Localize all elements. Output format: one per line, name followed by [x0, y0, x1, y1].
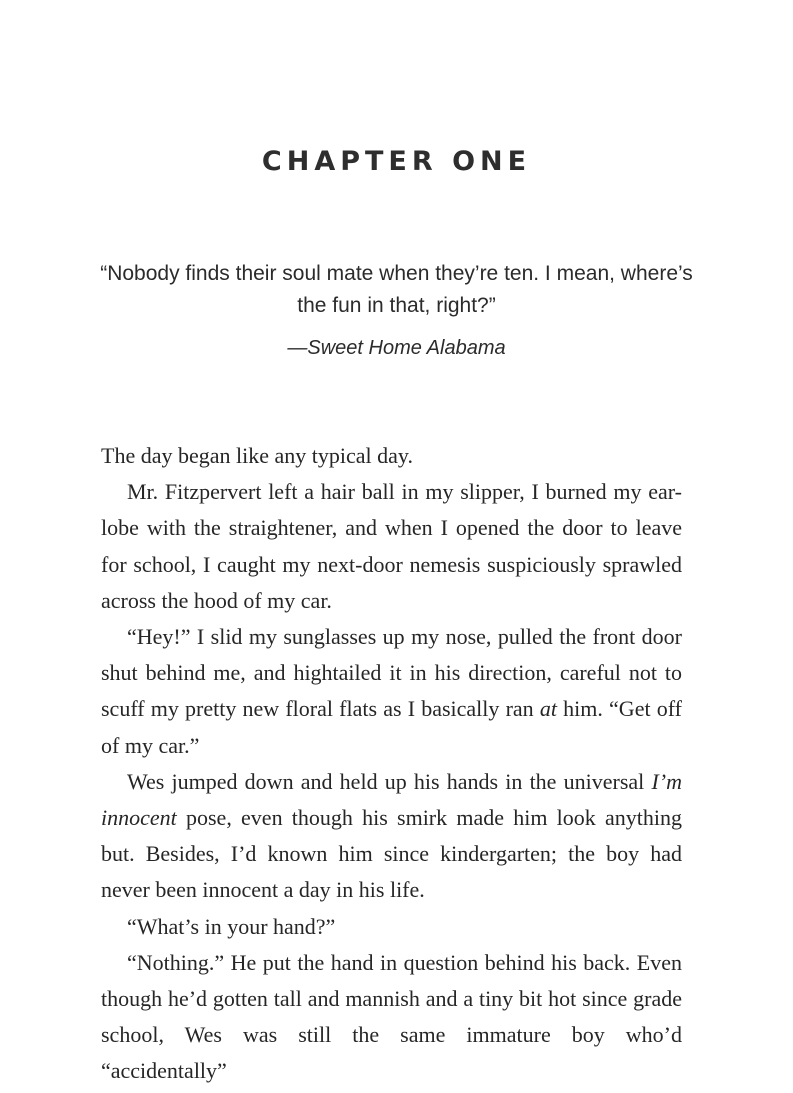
attribution-source: Sweet Home Alabama — [307, 337, 506, 359]
attribution-dash: — — [287, 337, 308, 359]
body-paragraph-1: The day began like any typical day. — [101, 443, 413, 468]
body-paragraph-5: “What’s in your hand?” — [127, 913, 336, 939]
epigraph-quote: “Nobody finds their soul mate when they’re ten. I mean, where’s the fun in that, right?” — [100, 262, 693, 317]
body-paragraph-3-emphasis: at — [539, 696, 557, 722]
body-paragraph-3-text-a: “Hey!” I slid my sunglasses up my nose, pulled the front door shut behind me, and hightailed it in his direction, careful not to scuff my pretty new floral flats as I basically ran — [101, 624, 682, 722]
epigraph-attribution — [0, 337, 793, 360]
chapter-title: CHAPTER ONE — [261, 146, 532, 177]
body-paragraph-3-text-b: him. “Get off of my car.” — [101, 696, 682, 758]
body-paragraph-4-text-a: Wes jumped down and held up his hands in the universal — [127, 768, 652, 794]
chapter-body — [101, 438, 682, 1090]
body-paragraph-3 — [101, 619, 682, 764]
body-paragraph-4-text-b: pose, even though his smirk made him look anything but. Besides, I’d known him since kindergarten; the boy had never been innocent a day in his life. — [101, 805, 682, 903]
body-paragraph-4-emphasis: I’m innocent — [101, 768, 682, 831]
body-paragraph-2: Mr. Fitzpervert left a hair ball in my slipper, I burned my ear-lobe with the straightener, and when I opened the door to leave for school, I caught my next-door nemesis suspiciously sprawled across the hood of my car. — [101, 479, 682, 613]
body-paragraph-4 — [101, 764, 682, 909]
body-paragraph-6: “Nothing.” He put the hand in question behind his back. Even though he’d gotten tall and mannish and a tiny bit hot since grade school, Wes was still the same immature boy who’d “accidentally” — [101, 949, 682, 1084]
